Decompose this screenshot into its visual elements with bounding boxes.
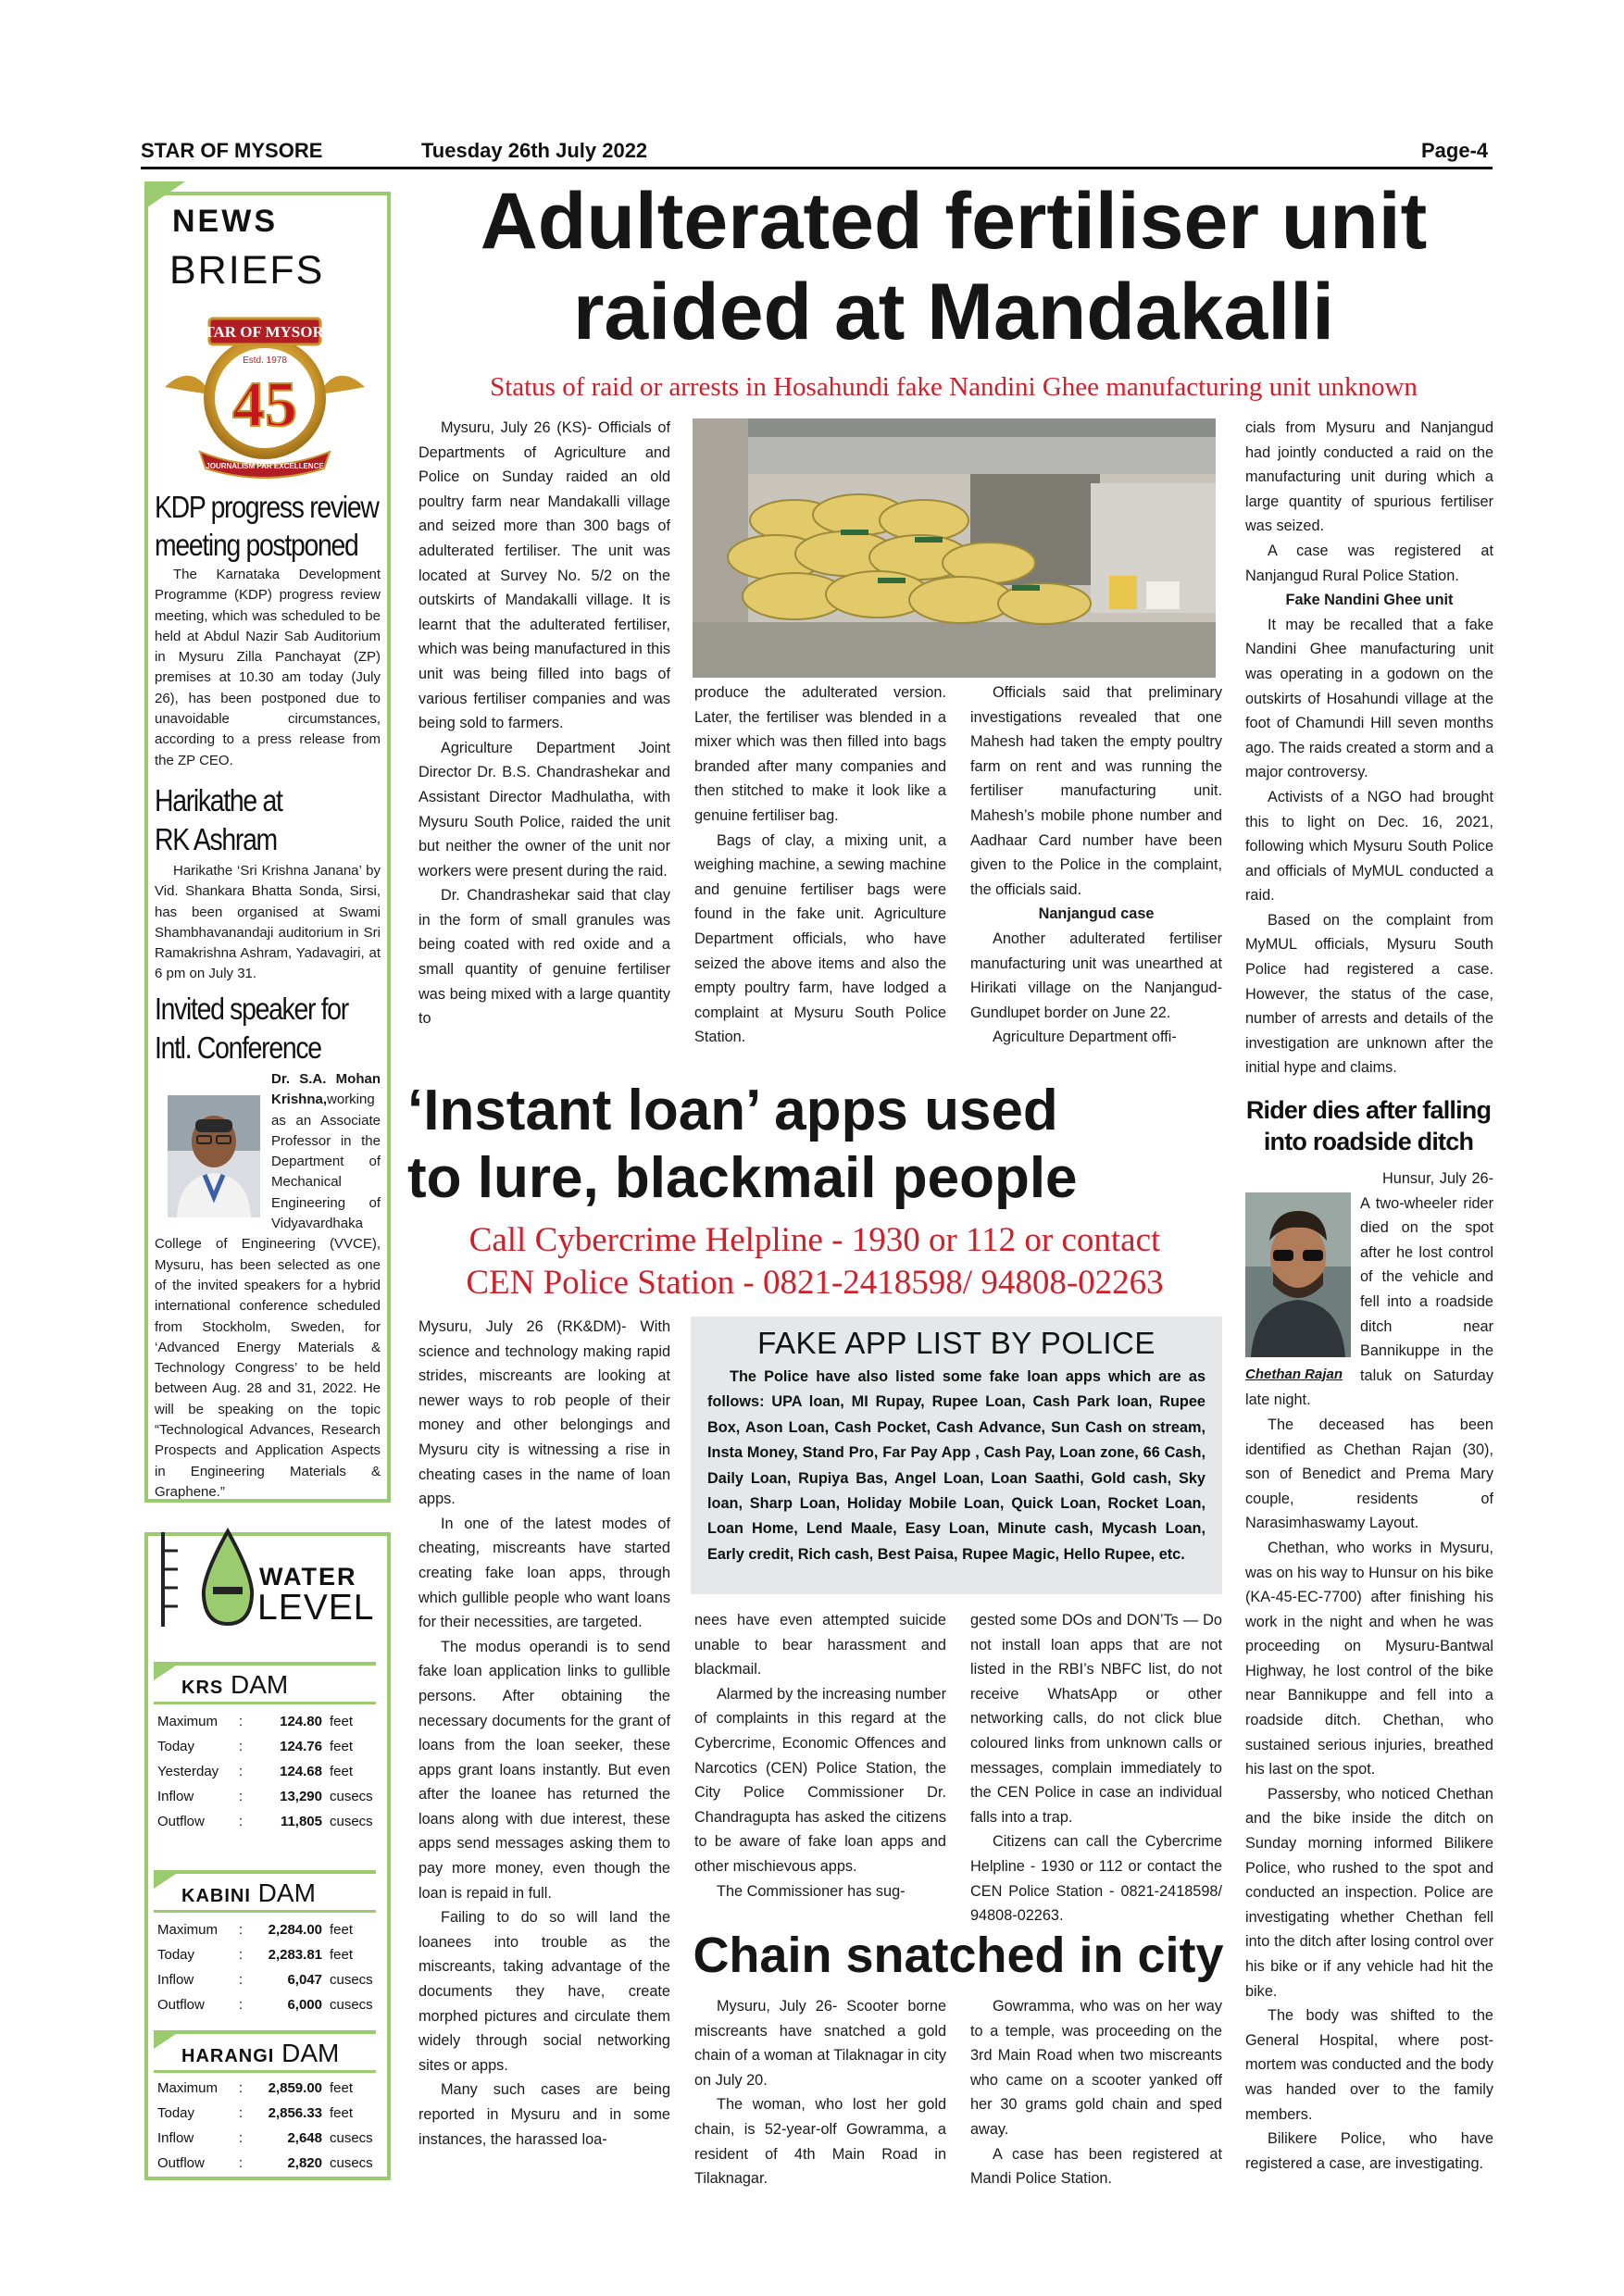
logo-estd-text: Estd. 1978	[243, 356, 287, 366]
kabini-dam-title: KABINI DAM	[181, 1878, 316, 1907]
kabini-flag-icon	[154, 1870, 181, 1889]
chain-column-2	[970, 1994, 1222, 2191]
table-row: Today : 2,856.33 feet	[157, 2105, 354, 2121]
rider-headline-line1: Rider dies after falling	[1245, 1096, 1492, 1124]
paper-name: STAR OF MYSORE	[141, 139, 323, 162]
fertiliser-bags-photo	[693, 418, 1216, 678]
paragraph: A case has been registered at Mandi Police Station.	[970, 2145, 1222, 2188]
kabini-dam-table	[157, 1917, 380, 2017]
harangi-dam-title: HARANGI DAM	[181, 2039, 340, 2067]
gauge-icon	[157, 1532, 194, 1627]
fake-box-text: The Police have also listed some fake loan apps which are as follows: UPA loan, MI Rupay, Rupee Loan, Cash Park loan, Rupee Box, Ason Loan, Cash Pocket, Cash Advance, Sun Cash on stream, Insta Money, Stand Pro, Far Pay App , Cash Pay, Loan zone, 66 Cash, Daily Loan, Rupiya Bas, Angel Loan, Loan Saathi, Gold cash, Sky loan, Sharp Loan, Holiday Mobile Loan, Quick Loan, Rocket Loan, Loan Home, Lend Maale, Easy Loan, Minute cash, Mycash Loan, Early credit, Rich cash, Best Paisa, Rupee Magic, Hello Rupee, etc.	[707, 1368, 1206, 1563]
briefs-label: BRIEFS	[169, 248, 325, 293]
rider-headline	[1241, 1094, 1496, 1157]
paragraph: The deceased has been identified as Chethan Rajan (30), son of Benedict and Prema Mary couple, residents of Narasimhaswamy Layout.	[1245, 1416, 1493, 1532]
loan-subhead-line1: Call Cybercrime Helpline - 1930 or 112 or contact	[468, 1221, 1161, 1259]
chain-headline: Chain snatched in city	[693, 1928, 1224, 1983]
paragraph: nees have even attempted suicide unable to bear harassment and blackmail.	[694, 1612, 946, 1678]
lead-column-3	[970, 680, 1222, 1050]
table-row: Today : 124.76 feet	[157, 1739, 354, 1754]
page-number: Page-4	[1421, 139, 1489, 162]
water-title-top: WATER	[259, 1563, 357, 1591]
news-label: NEWS	[172, 204, 278, 239]
paragraph: Mysuru, July 26- Scooter borne miscreants have snatched a gold chain of a woman at Tilaknagar in city on July 20.	[694, 1998, 946, 2089]
subhead-nandini: Fake Nandini Ghee unit	[1285, 592, 1454, 609]
paragraph: A case was registered at Nanjangud Rural Police Station.	[1245, 542, 1493, 584]
table-row: Maximum : 2,284.00 feet	[157, 1922, 354, 1938]
brief-3-title-line2: Intl. Conference	[155, 1030, 321, 1065]
krs-flag-icon	[154, 1662, 181, 1680]
paragraph: produce the adulterated version. Later, the fertiliser was blended in a mixer which was then filled into bags branded after many companies and then stitched to make it look like a genuine fertiliser bag.	[694, 684, 946, 824]
paragraph: Gowramma, who was on her way to a temple, was proceeding on the 3rd Main Road when two miscreants who came on a scooter yanked off her 30 grams gold chain and sped away.	[970, 1998, 1222, 2138]
brief-2-text: Harikathe ‘Sri Krishna Janana’ by Vid. Shankara Bhatta Sonda, Sirsi, has been organised at Swami Shambhavanandaji auditorium in Sri Ramakrishna Ashram, Yadavagiri, at 6 pm on July 31.	[155, 863, 381, 982]
logo-number: 45	[232, 369, 297, 441]
table-row: Yesterday : 124.68 feet	[157, 1764, 354, 1779]
loan-column-3	[970, 1608, 1222, 1928]
rider-headline-line2: into roadside ditch	[1263, 1128, 1474, 1155]
chain-column-1	[694, 1994, 946, 2191]
rider-photo	[1245, 1192, 1351, 1357]
paragraph: Agriculture Department offi-	[993, 1029, 1177, 1046]
paragraph: Activists of a NGO had brought this to light on Dec. 16, 2021, following which Mysuru South Police and officials of MyMUL conducted a raid.	[1245, 788, 1493, 905]
table-row: Maximum : 2,859.00 feet	[157, 2080, 354, 2096]
paragraph: The modus operandi is to send fake loan application links to gullible persons. After obtaining the necessary documents for the grant of loans from the loan seeker, these apps grant loans instantly. But even after the loanee has returned the loans along with due interest, these apps send messages asking them to pay more money, even though the loan is repaid in full.	[418, 1638, 670, 1902]
paragraph: Based on the complaint from MyMUL officials, Mysuru South Police had registered a case. However, the status of the case, number of arrests and details of the investigation are unknown after the initial hype and claims.	[1245, 911, 1493, 1077]
brief-1-title-line1: KDP progress review	[155, 490, 379, 524]
table-row: Inflow : 2,648 cusecs	[157, 2130, 373, 2146]
paragraph: It may be recalled that a fake Nandini Ghee manufacturing unit was operating in a godown on the outskirts of Hosahundi village at the foot of Chamundi Hill seven months ago. The raids created a storm and a major controversy.	[1245, 616, 1493, 781]
table-row: Today : 2,283.81 feet	[157, 1947, 354, 1963]
brief-3-text: working as an Associate Professor in the Department of Mechanical Engineering of Vidyavardhaka College of Engineering (VVCE), Mysuru, has been selected as one of the invited speakers for a hybrid international conference scheduled from Stockholm, Sweden, for ‘Advanced Energy Materials & Technology Congress’ to be held between Aug. 28 and 31, 2022. He will be speaking on the topic “Technological Advances, Research Prospects and Application Aspects in Engineering Materials & Graphene.”	[155, 1092, 381, 1500]
lead-subhead: Status of raid or arrests in Hosahundi fake Nandini Ghee manufacturing unit unknown	[490, 372, 1418, 402]
krs-dam-table	[157, 1709, 380, 1834]
masthead-rule	[141, 167, 1493, 169]
paragraph: Another adulterated fertiliser manufacturing unit was unearthed at Hirikati village on the Nanjangud-Gundlupet border on June 22.	[970, 930, 1222, 1021]
paragraph: The body was shifted to the General Hospital, where post-mortem was conducted and the body was handed over to the family members.	[1245, 2007, 1493, 2123]
loan-headline-line1: ‘Instant loan’ apps used	[407, 1079, 1058, 1142]
lead-column-4	[1245, 416, 1493, 1080]
paragraph: Bags of clay, a mixing unit, a weighing machine, a sewing machine and genuine fertiliser bags were found in the fake unit. Agriculture Department officials, who have seized the above items and also the empty poultry farm, have lodged a complaint at Mysuru South Police Station.	[694, 831, 946, 1046]
brief-2-title-line2: RK Ashram	[155, 822, 277, 856]
fake-app-list-box	[691, 1316, 1222, 1594]
paragraph: Failing to do so will land the loanees into trouble as the miscreants, taking advantage of the documents they have, create morphed pictures and circulate them widely through social networking sites or apps.	[418, 1909, 670, 2074]
lead-column-1	[418, 416, 670, 1031]
paragraph: In one of the latest modes of cheating, miscreants have started creating fake loan apps, through which gullible people who want loans for their necessities, are targeted.	[418, 1515, 670, 1631]
loan-column-1	[418, 1315, 670, 2152]
paragraph: Many such cases are being reported in Mysuru and in some instances, the harassed loa-	[418, 2081, 670, 2148]
water-title-bottom: LEVEL	[257, 1588, 375, 1628]
table-row: Maximum : 124.80 feet	[157, 1714, 354, 1729]
rider-column	[1245, 1167, 1493, 2176]
loan-subhead-line2: CEN Police Station - 0821-2418598/ 94808-02263	[466, 1264, 1164, 1302]
paragraph: The woman, who lost her gold chain, is 52-year-olf Gowramma, a resident of 4th Main Road in Tilaknagar.	[694, 2096, 946, 2188]
brief-1-text: The Karnataka Development Programme (KDP) progress review meeting, which was scheduled to be held at Abdul Nazir Sab Auditorium in Mysuru Zilla Panchayat (ZP) premises at 10.30 am today (July 26), has been postponed due to unavoidable circumstances, according to a press release from the ZP CEO.	[155, 567, 381, 768]
lead-column-2	[694, 680, 946, 1050]
table-row: Inflow : 6,047 cusecs	[157, 1972, 373, 1988]
table-row: Outflow : 6,000 cusecs	[157, 1997, 373, 2013]
brief-1-title-line2: meeting postponed	[155, 528, 358, 562]
paragraph: Chethan, who works in Mysuru, was on his way to Hunsur on his bike (KA-45-EC-7700) after finishing his work in the night and when he was proceeding on Mysuru-Bantwal Highway, he lost control of the bike near Bannikuppe and fell into a roadside ditch. Chethan, who sustained serious injuries, breathed his last on the spot.	[1245, 1539, 1493, 1778]
issue-date: Tuesday 26th July 2022	[421, 139, 648, 162]
lead-headline-line2: raided at Mandakalli	[572, 268, 1335, 356]
paragraph: cials from Mysuru and Nanjangud had jointly conducted a raid on the manufacturing unit during which a large quantity of spurious fertiliser was seized.	[1245, 419, 1493, 535]
speaker-name: Dr. S.A. Mohan Krishna,	[271, 1071, 381, 1108]
lead-headline-line1: Adulterated fertiliser unit	[480, 177, 1428, 266]
paragraph: gested some DOs and DON’Ts — Do not install loan apps that are not listed in the RBI’s NBFC list, do not receive WhatsApp or other networking calls, do not click blue coloured links from unknown calls or messages, complain immediately to the CEN Police in case an individual falls into a trap.	[970, 1612, 1222, 1826]
water-drop-icon	[194, 1528, 261, 1629]
harangi-flag-icon	[154, 2030, 181, 2049]
paragraph: The Commissioner has sug-	[717, 1882, 906, 1900]
table-row: Outflow : 2,820 cusecs	[157, 2155, 373, 2171]
speaker-photo	[168, 1095, 260, 1217]
paragraph: Agriculture Department Joint Director Dr. B.S. Chandrashekar and Assistant Director Madhulatha, with Mysuru South Police, raided the unit but neither the owner of the unit nor workers were present during the raid.	[418, 739, 670, 880]
brief-3-title-line1: Invited speaker for	[155, 992, 348, 1026]
logo-ribbon-text: JOURNALISM PAR EXCELLENCE	[206, 462, 324, 470]
table-row: Outflow : 11,805 cusecs	[157, 1814, 373, 1829]
brief-3-text-block	[155, 1069, 381, 1503]
paragraph: Alarmed by the increasing number of complaints in this regard at the Cybercrime, Economic Offences and Narcotics (CEN) Police Station, the City Police Commissioner Dr. Chandragupta has asked the citizens to be aware of fake loan apps and other mischievous apps.	[694, 1685, 946, 1875]
paragraph: Officials said that preliminary investigations revealed that one Mahesh had taken the empty poultry farm on rent and was running the fertiliser manufacturing unit. Mahesh’s mobile phone number and Aadhaar Card number have been given to the Police in the complaint, the officials said.	[970, 684, 1222, 898]
paragraph: Dr. Chandrashekar said that clay in the form of small granules was being coated with red oxide and a small quantity of genuine fertiliser was being mixed with a large quantity to	[418, 887, 670, 1028]
table-row: Inflow : 13,290 cusecs	[157, 1789, 373, 1804]
paragraph: Hunsur, July 26- A two-wheeler rider died on the spot after he lost control of the vehicle and fell into a roadside ditch near Bannikuppe in the taluk on Saturday late night.	[1245, 1170, 1493, 1409]
krs-dam-title: KRS DAM	[181, 1670, 289, 1699]
loan-column-2	[694, 1608, 946, 1903]
harangi-dam-table	[157, 2076, 380, 2176]
paragraph: Bilikere Police, who have registered a case, are investigating.	[1245, 2130, 1493, 2172]
paragraph: Citizens can call the Cybercrime Helpline - 1930 or 112 or contact the CEN Police Station - 0821-2418598/ 94808-02263.	[970, 1833, 1222, 1925]
loan-headline-line2: to lure, blackmail people	[407, 1146, 1078, 1210]
paragraph: Passersby, who noticed Chethan and the bike inside the ditch on Sunday morning informed Bilikere Police, who rushed to the spot and conducted an inspection. Police are investigating whether Chethan fell into the ditch after losing control over his bike or if any vehicle had hit the bike.	[1245, 1785, 1493, 2000]
subhead-nanjangud: Nanjangud case	[1038, 905, 1155, 923]
anniversary-logo	[156, 306, 374, 485]
paragraph: Mysuru, July 26 (KS)- Officials of Departments of Agriculture and Police on Sunday raided an old poultry farm near Mandakalli village and seized more than 300 bags of adulterated fertiliser. The unit was located at Survey No. 5/2 on the outskirts of Mandakalli village. It is learnt that the adulterated fertiliser, which was being manufactured in this unit was being filled into bags of various fertiliser companies and was being sold to farmers.	[418, 419, 670, 732]
logo-banner-text: STAR OF MYSORE	[194, 323, 335, 341]
brief-2-title-line1: Harikathe at	[155, 783, 282, 817]
fake-box-title: FAKE APP LIST BY POLICE	[757, 1326, 1156, 1360]
paragraph: Mysuru, July 26 (RK&DM)- With science and technology making rapid strides, miscreants are looking at newer ways to rob people of their money and other belongings and Mysuru city is witnessing a rise in cheating cases in the name of loan apps.	[418, 1318, 670, 1508]
rider-photo-caption: Chethan Rajan	[1245, 1366, 1343, 1382]
rider-photo-block	[1245, 1192, 1351, 1384]
